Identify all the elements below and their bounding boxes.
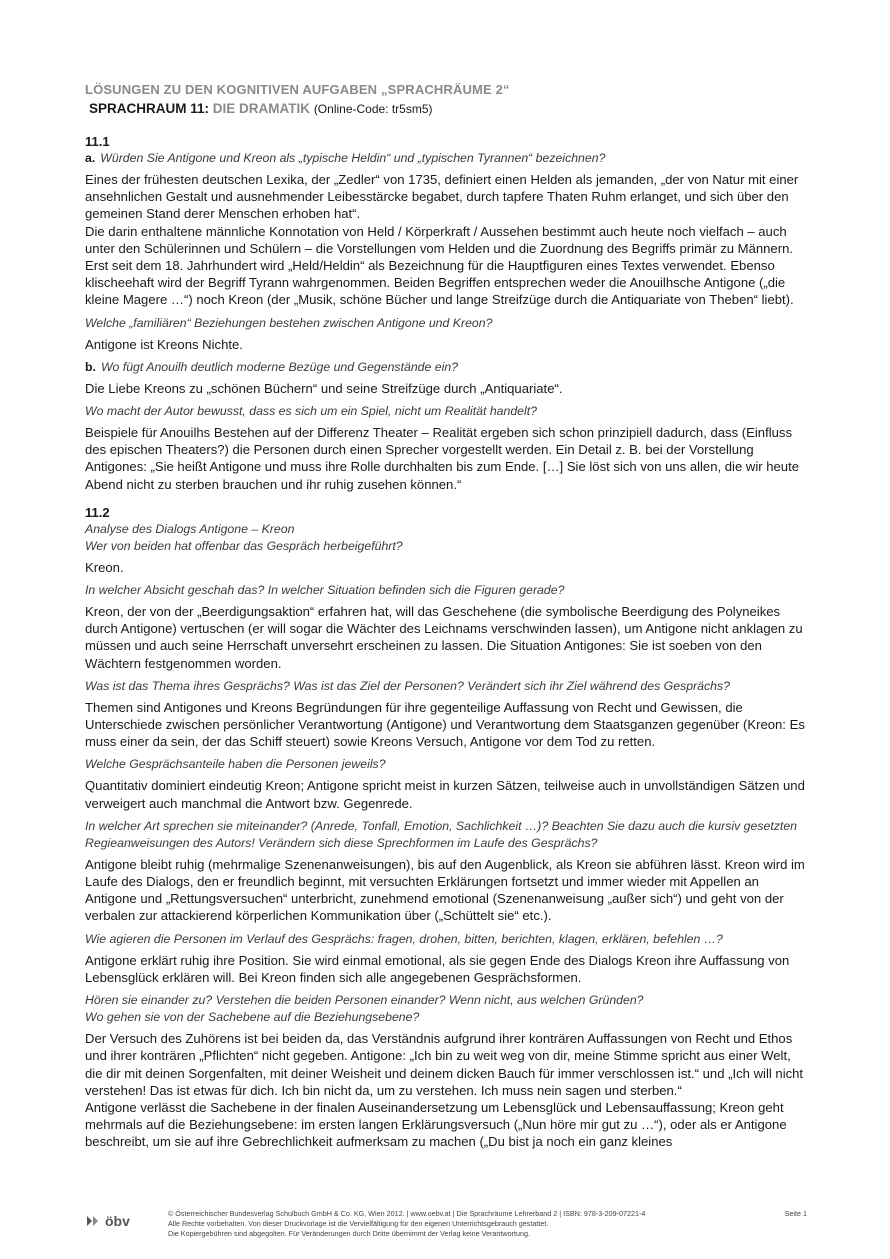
copyright-line: Die Kopiergebühren sind abgegolten. Für Veränderungen durch Dritte übernimmt der Verlag keine Verantwortung. [168,1229,530,1238]
answer-paragraph: Antigone bleibt ruhig (mehrmalige Szenenanweisungen), bis auf den Augenblick, als Kreon sie abführen lässt. Kreon wird im Laufe des Dialogs, den er freundlich beginnt, mit versuchten Erklärungen fortsetzt und immer wieder mit Appellen an Antigone und „Rettungsversuchen“ unterbricht, zunehmend emotional (Szenenanweisung „außer sich“) und geht von der verbalen zur attackierend körperlichen Kommunikation über („Schüttelt sie“ etc.). [85,856,805,924]
answer-paragraph: Themen sind Antigones und Kreons Begründungen für ihre gegenteilige Auffassung von Recht und Gewissen, die Unterschiede zwischen persönlicher Verantwortung (Antigone) und Verantwortung dem Staatsganzen gegenüber (Kreon: Es muss einer da sein, der das Schiff steuert) sowie Kreons Versuch, Antigone vor dem Tod zu retten. [85,699,805,750]
question [85,359,807,376]
page-footer [85,1209,807,1243]
question: Wo macht der Autor bewusst, dass es sich um ein Spiel, nicht um Realität handelt? [85,404,538,419]
question: Was ist das Thema ihres Gesprächs? Was ist das Ziel der Personen? Verändert sich ihr Ziel während des Gesprächs? [85,678,730,693]
question [85,150,807,167]
chapter-number: SPRACHRAUM 11: [89,101,210,116]
page-number: Seite 1 [784,1209,807,1218]
section-heading-11-2: 11.2 [85,504,110,520]
question: Wie agieren die Personen im Verlauf des Gesprächs: fragen, drohen, bitten, berichten, klagen, erklären, befehlen …? [85,931,723,946]
question: Welche „familiären“ Beziehungen bestehen zwischen Antigone und Kreon? [85,315,493,330]
question: Welche Gesprächsanteile haben die Personen jeweils? [85,757,386,772]
online-code: (Online-Code: tr5sm5) [313,102,433,116]
task-label-a: a. [85,151,96,165]
question-text: Würden Sie Antigone und Kreon als „typische Heldin“ und „typischen Tyrannen“ bezeichnen? [100,151,606,165]
publisher-logo [85,1213,130,1229]
question: Hören sie einander zu? Verstehen die beiden Personen einander? Wenn nicht, aus welchen Gründen? [85,993,644,1008]
copyright-line: © Österreichischer Bundesverlag Schulbuch GmbH & Co. KG, Wien 2012. | www.oebv.at | Die Sprachräume Lehrerband 2 | ISBN: 978-3-209-07221-4 [168,1209,646,1218]
publisher-logo-icon [85,1214,101,1228]
chapter-heading [89,100,807,118]
answer-paragraph: Quantitativ dominiert eindeutig Kreon; Antigone spricht meist in kurzen Sätzen, teilweise auch in unvollständigen Sätzen und verweigert auch manchmal die Antwort bzw. Gegenrede. [85,778,805,811]
question: In welcher Art sprechen sie miteinander? (Anrede, Tonfall, Emotion, Sachlichkeit …)? Beachten Sie dazu auch die kursiv gesetzten Regieanweisungen des Autors! Verändern sich diese Sprechformen im Laufe des Gesprächs? [85,818,798,850]
copyright-notice [168,1209,728,1239]
question: Wo gehen sie von der Sachebene auf die Beziehungsebene? [85,1010,420,1025]
answer-paragraph: Die Liebe Kreons zu „schönen Büchern“ und seine Streifzüge durch „Antiquariate“. [85,380,563,396]
section-heading-11-1: 11.1 [85,134,110,149]
chapter-topic: DIE DRAMATIK [212,101,311,116]
answer-paragraph: Eines der frühesten deutschen Lexika, der „Zedler“ von 1735, definiert einen Helden als jemanden, „der von Natur mit einer ansehnlichen Gestalt und ausnehmender Leibesstärcke begabet, durch tapfere Thaten Ruhm erlanget, und sich über den gemeinen Stand derer Menschen erhoben hat“. [85,172,799,222]
document-body [85,82,807,1151]
copyright-line: Alle Rechte vorbehalten. Von dieser Druckvorlage ist die Vervielfältigung für den eigenen Unterrichtsgebrauch gestattet. [168,1219,549,1228]
answer-paragraph: Der Versuch des Zuhörens ist bei beiden da, das Verständnis aufgrund ihrer konträren Auffassungen von Recht und Ethos und ihrer konträren „Pflichten“ nicht gegeben. Antigone: „Ich bin zu weit weg von dir, meine Stimme spricht aus einer Welt, die dir mit deinen Sorgenfalten, mit deiner Weisheit und deinem dicken Bauch für immer verschlossen ist.“ und „Ich will nicht verstehen! Das ist etwas für dich. Ich bin nicht da, um zu verstehen. Ich muss nein sagen und sterben.“ [85,1031,804,1098]
answer-paragraph: Antigone verlässt die Sachebene in der finalen Auseinandersetzung um Lebensglück und Lebensauffassung; Kreon geht mehrmals auf die Beziehungsebene: im ersten langen Erklärungsversuch („Nun höre mir gut zu …“), oder als er Antigone beschreibt, um sie auf ihre Gebrechlichkeit aufmerksam zu machen („Du bist ja noch ein ganz kleines [85,1099,787,1150]
answer-paragraph: Antigone erklärt ruhig ihre Position. Sie wird einmal emotional, als sie gegen Ende des Dialogs Kreon ihre Auffassung von Lebensglück erklären will. Bei Kreon finden sich alle angegebenen Gesprächsformen. [85,952,790,985]
question-text: Wo fügt Anouilh deutlich moderne Bezüge und Gegenstände ein? [100,359,459,374]
section-intro: Analyse des Dialogs Antigone – Kreon [85,521,295,536]
document-title: LÖSUNGEN ZU DEN KOGNITIVEN AUFGABEN „SPRACHRÄUME 2“ [85,82,510,97]
question: In welcher Absicht geschah das? In welcher Situation befinden sich die Figuren gerade? [85,583,565,598]
answer-paragraph: Antigone ist Kreons Nichte. [85,336,243,352]
publisher-logo-text: öbv [105,1213,130,1229]
answer-paragraph: Kreon, der von der „Beerdigungsaktion“ erfahren hat, will das Geschehene (die symbolische Beerdigung des Polyneikes durch Antigone) vertuschen (er will sogar die Wächter des Leichnams verschwinden lassen), um Antigone nicht anklagen zu müssen und auch seine Herrschaft unversehrt erscheinen zu lassen. Die Situation Antigones: Sie ist soeben von den Wächtern festgenommen worden. [85,604,803,671]
answer-paragraph: Die darin enthaltene männliche Konnotation von Held / Körperkraft / Aussehen bestimmt auch heute noch vielfach – auch unter den Schülerinnen und Schülern – die Vorstellungen vom Helden und die Zuordnung des Begriffs primär zu Männern. Erst seit dem 18. Jahrhundert wird „Held/Heldin“ als Bezeichnung für die Hauptfiguren eines Textes verwendet. Ebenso klischeehaft wird der Begriff Tyrann wahrgenommen. Beiden Begriffen entsprechen weder die Anouilhsche Antigone („die kleine Magere …“) noch Kreon (der „Musik, schöne Bücher und lange Streifzüge durch die Antiquariate von Theben“ liebt). [85,223,794,308]
question: Wer von beiden hat offenbar das Gespräch herbeigeführt? [85,538,403,553]
answer-paragraph: Kreon. [85,559,124,575]
task-label-b: b. [85,359,96,374]
answer-paragraph: Beispiele für Anouilhs Bestehen auf der Differenz Theater – Realität ergeben sich schon prinzipiell dadurch, dass (Einfluss des epischen Theaters?) die Personen durch einen Sprecher vorgestellt werden. Ein Detail z. B. bei der Vorstellung Antigones: „Sie heißt Antigone und muss ihre Rolle durchhalten bis zum Ende. […] Sie löst sich von uns allen, die wir heute Abend nicht zu sterben brauchen und ihr ruhig zusehen können.“ [85,425,799,492]
